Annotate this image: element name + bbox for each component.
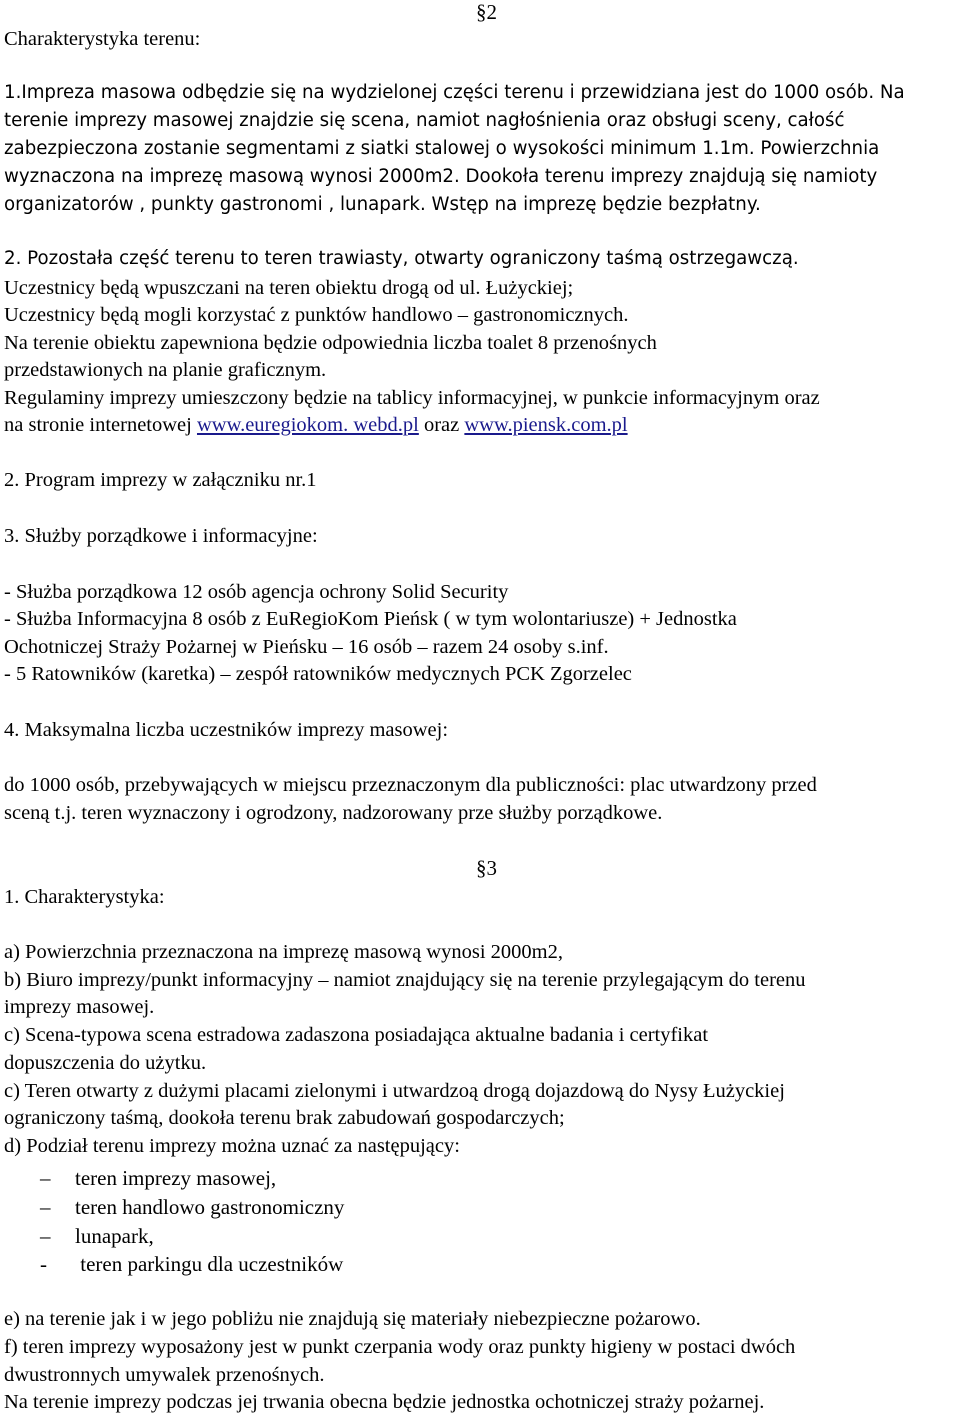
paragraph-line: Na terenie obiektu zapewniona będzie odpowiednia liczba toalet 8 przenośnych	[4, 332, 657, 354]
bullet-text: teren handlowo gastronomiczny	[75, 1195, 345, 1219]
paragraph-line: przedstawionych na planie graficznym.	[4, 359, 327, 381]
paragraph-line: Regulaminy imprezy umieszczony będzie na tablicy informacyjnej, w punkcie informacyjnym oraz	[4, 387, 820, 409]
bullet-item	[40, 1195, 344, 1219]
list-item-continued: imprezy masowej.	[4, 996, 155, 1018]
bullet-text: lunapark,	[75, 1224, 154, 1248]
list-item: c) Scena-typowa scena estradowa zadaszona posiadająca aktualne badania i certyfikat	[4, 1024, 709, 1046]
paragraph-line: 1.Impreza masowa odbędzie się na wydzielonej części terenu i przewidziana jest do 1000 osób. Na	[4, 82, 905, 103]
paragraph-line: wyznaczona na imprezę masową wynosi 2000m2. Dookoła terenu imprezy znajdują się namioty	[4, 166, 878, 187]
list-item-continued: dopuszczenia do użytku.	[4, 1052, 207, 1074]
list-item: b) Biuro imprezy/punkt informacyjny – namiot znajdujący się na terenie przylegającym do terenu	[4, 969, 806, 991]
paragraph-line: organizatorów , punkty gastronomi , lunapark. Wstęp na imprezę będzie bezpłatny.	[4, 194, 761, 215]
paragraph-line: - Służba Informacyjna 8 osób z EuRegioKom Pieńsk ( w tym wolontariusze) + Jednostka	[4, 608, 737, 630]
paragraph-line: zabezpieczona zostanie segmentami z siatki stalowej o wysokości minimum 1.1m. Powierzchnia	[4, 138, 880, 159]
heading-charakterystyka-terenu: Charakterystyka terenu:	[4, 28, 201, 50]
paragraph-line: sceną t.j. teren wyznaczony i ogrodzony, nadzorowany prze służby porządkowe.	[4, 802, 663, 824]
bullet-dash: –	[40, 1224, 51, 1248]
bullet-item	[40, 1252, 343, 1276]
heading-sluzby: 3. Służby porządkowe i informacyjne:	[4, 525, 318, 547]
bullet-item	[40, 1166, 276, 1190]
piensk-link[interactable]: www.piensk.com.pl	[464, 414, 628, 436]
paragraph-line: Na terenie imprezy podczas jej trwania obecna będzie jednostka ochotniczej straży pożarnej.	[4, 1391, 765, 1413]
bullet-dash: –	[40, 1166, 51, 1190]
section-mark-3: §3	[476, 856, 497, 880]
paragraph-line: Ochotniczej Straży Pożarnej w Pieńsku – 16 osób – razem 24 osoby s.inf.	[4, 636, 609, 658]
website-links-line	[4, 413, 628, 437]
links-middle: oraz	[418, 414, 465, 436]
euregiokom-link[interactable]: www.euregiokom. webd.pl	[196, 414, 419, 436]
list-item-continued: ograniczony taśmą, dookoła terenu brak zabudowań gospodarczych;	[4, 1107, 565, 1129]
heading-charakterystyka: 1. Charakterystyka:	[4, 886, 165, 908]
list-item: f) teren imprezy wyposażony jest w punkt czerpania wody oraz punkty higieny w postaci dwóch	[4, 1336, 796, 1358]
paragraph-line: Uczestnicy będą wpuszczani na teren obiektu drogą od ul. Łużyckiej;	[4, 277, 574, 299]
bullet-dash: -	[40, 1252, 47, 1276]
list-item: d) Podział terenu imprezy można uznać za następujący:	[4, 1135, 460, 1157]
section-mark-2: §2	[476, 0, 497, 24]
list-item: a) Powierzchnia przeznaczona na imprezę masową wynosi 2000m2,	[4, 941, 563, 963]
bullet-dash: –	[40, 1195, 51, 1219]
bullet-text: teren parkingu dla uczestników	[75, 1252, 344, 1276]
paragraph-line: Uczestnicy będą mogli korzystać z punktów handlowo – gastronomicznych.	[4, 304, 629, 326]
paragraph-line: do 1000 osób, przebywających w miejscu przeznaczonym dla publiczności: plac utwardzony przed	[4, 774, 817, 796]
list-item-continued: dwustronnych umywalek przenośnych.	[4, 1364, 325, 1386]
paragraph-line: - Służba porządkowa 12 osób agencja ochrony Solid Security	[4, 581, 509, 603]
bullet-text: teren imprezy masowej,	[75, 1166, 277, 1190]
paragraph-line: 2. Pozostała część terenu to teren trawiasty, otwarty ograniczony taśmą ostrzegawczą.	[4, 248, 799, 269]
list-item: e) na terenie jak i w jego pobliżu nie znajdują się materiały niebezpieczne pożarowo.	[4, 1308, 701, 1330]
list-item: c) Teren otwarty z dużymi placami zielonymi i utwardzoą drogą dojazdową do Nysy Łużyckiej	[4, 1080, 785, 1102]
links-prefix: na stronie internetowej	[4, 414, 197, 436]
paragraph-line: terenie imprezy masowej znajdzie się scena, namiot nagłośnienia oraz obsługi sceny, całość	[4, 110, 845, 131]
heading-maksymalna-liczba: 4. Maksymalna liczba uczestników imprezy masowej:	[4, 719, 449, 741]
bullet-item	[40, 1224, 154, 1248]
program-line: 2. Program imprezy w załączniku nr.1	[4, 469, 317, 491]
paragraph-line: - 5 Ratowników (karetka) – zespół ratowników medycznych PCK Zgorzelec	[4, 663, 632, 685]
